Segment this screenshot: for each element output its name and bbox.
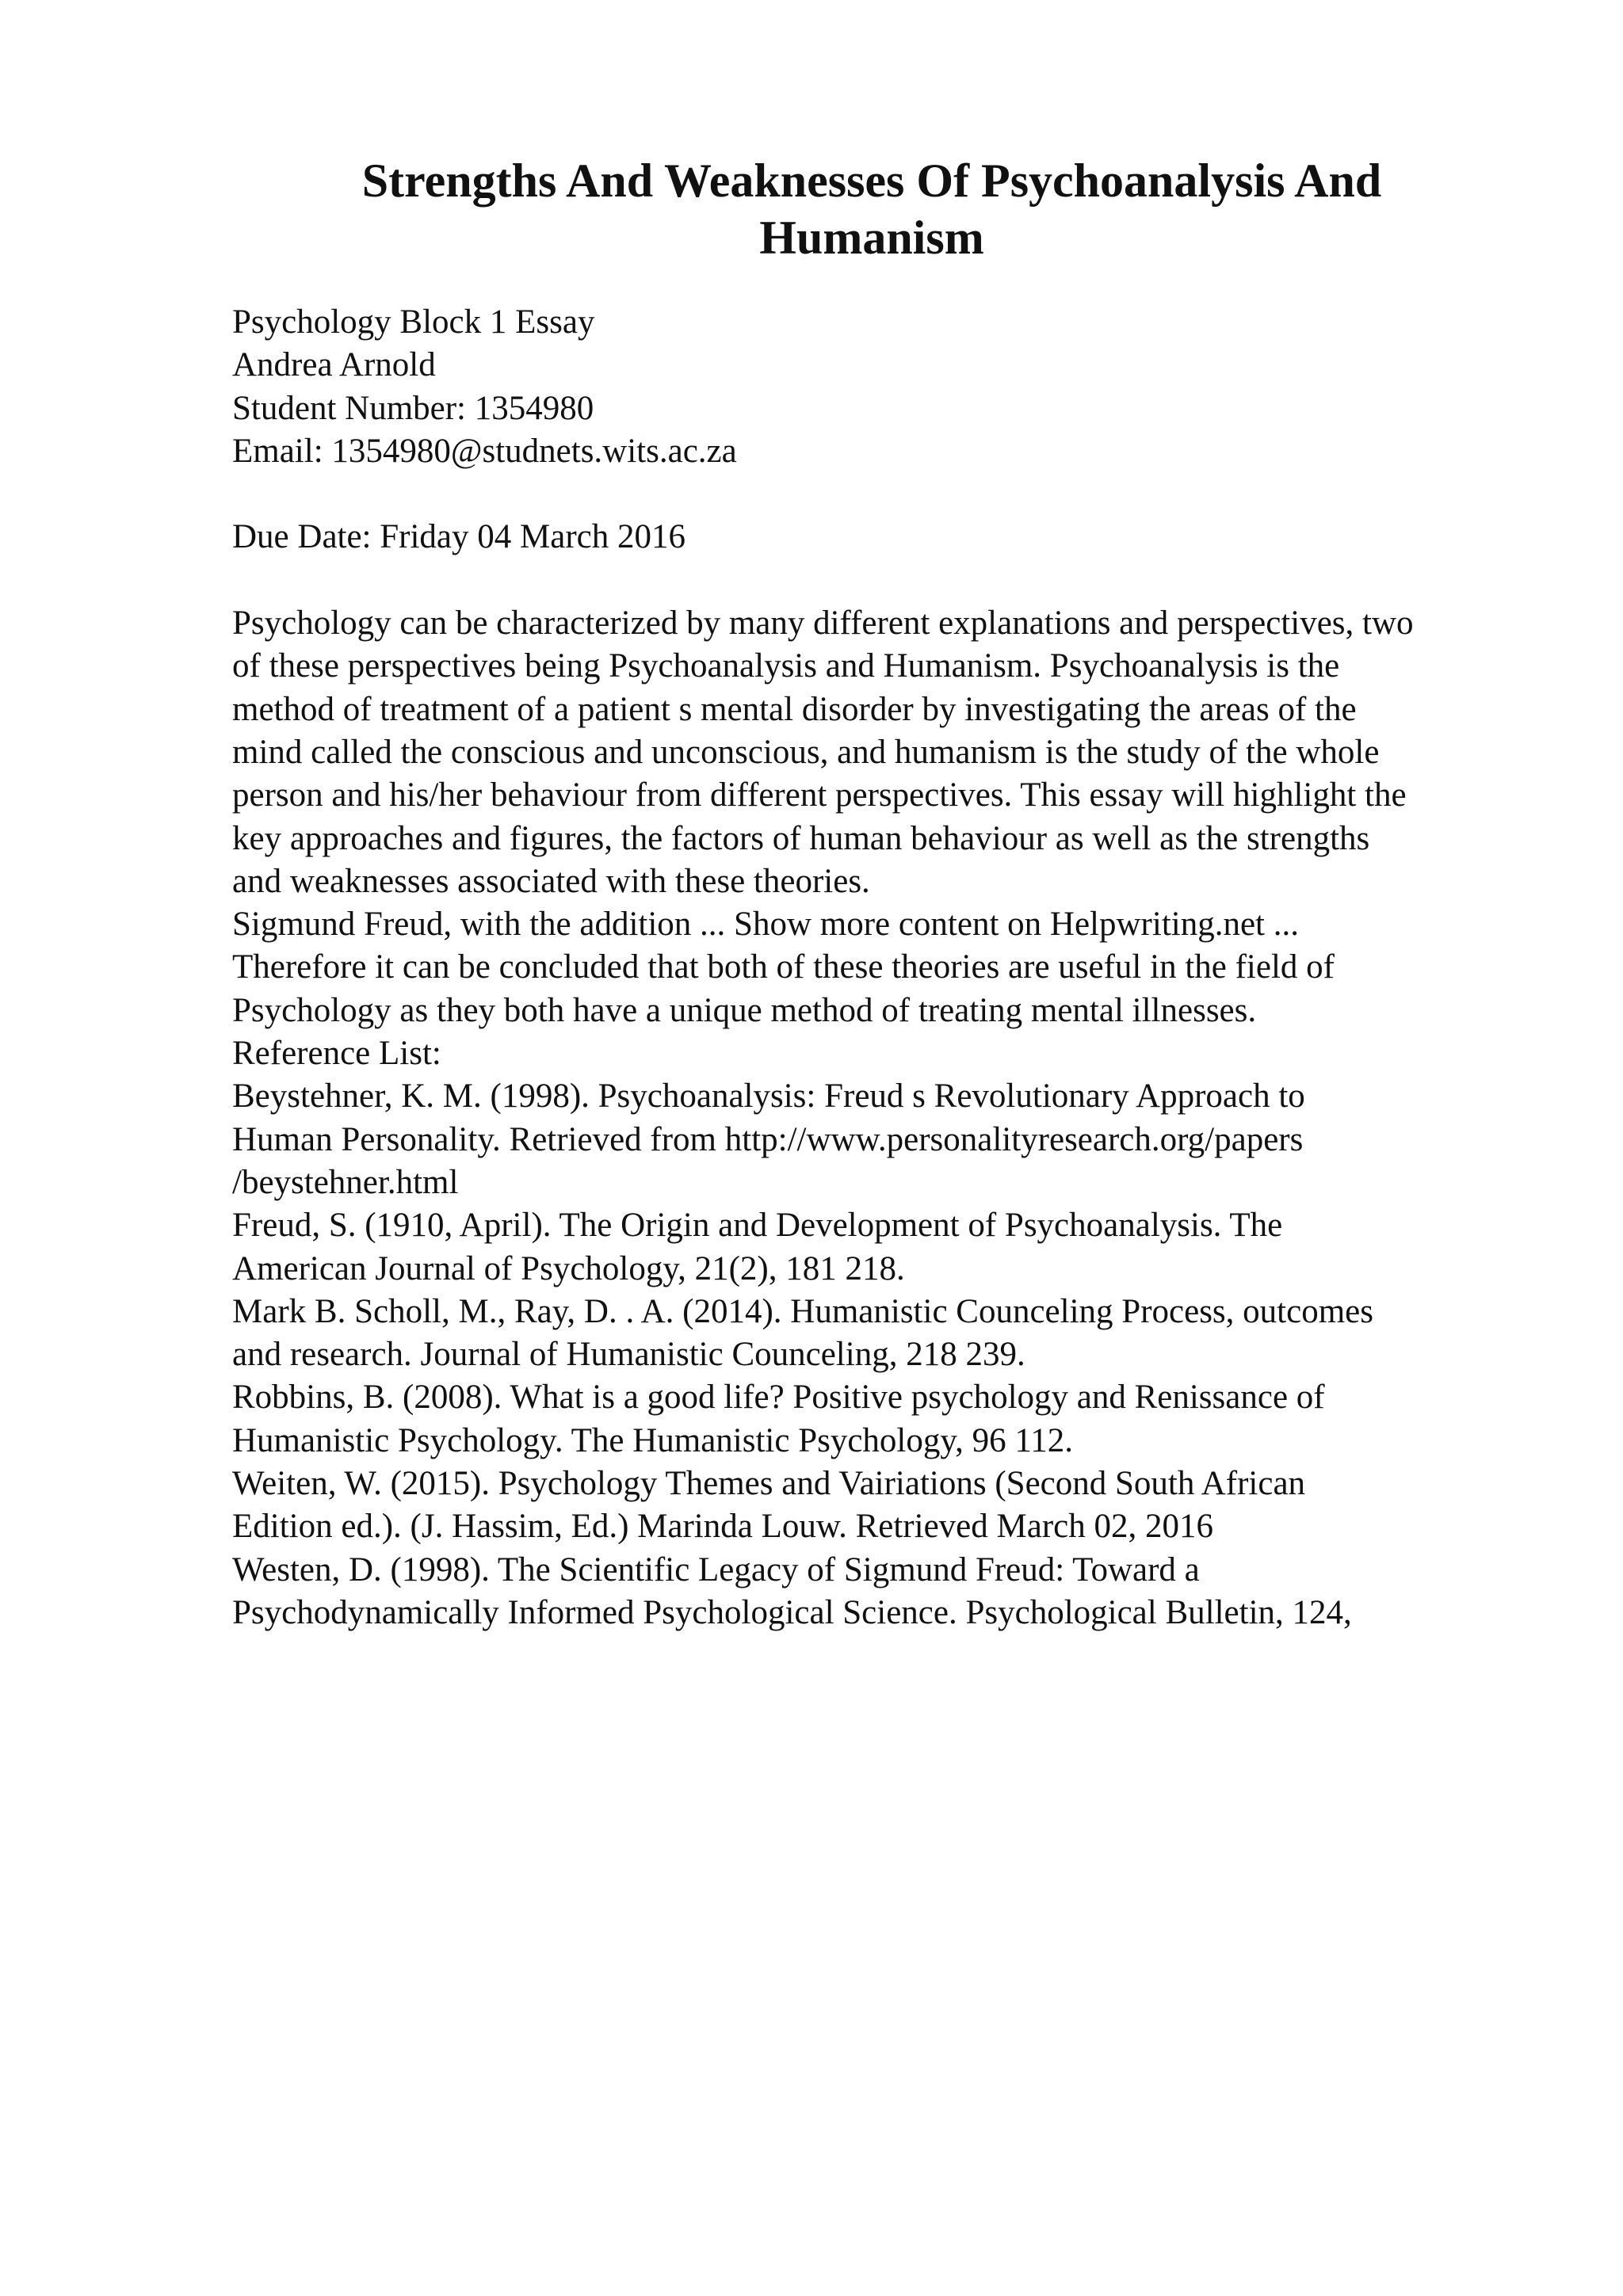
paragraph-line: Sigmund Freud, with the addition ... Show more content on Helpwriting.net ... bbox=[232, 906, 1299, 944]
paragraph-line: and weaknesses associated with these theories. bbox=[232, 862, 870, 900]
reference-line: Westen, D. (1998). The Scientific Legacy of Sigmund Freud: Toward a bbox=[232, 1550, 1200, 1589]
reference-line: Beystehner, K. M. (1998). Psychoanalysis: Freud s Revolutionary Approach to bbox=[232, 1077, 1305, 1116]
paragraph-line: Psychology can be characterized by many different explanations and perspectives, two bbox=[232, 605, 1414, 643]
paragraph-line: of these perspectives being Psychoanalysis and Humanism. Psychoanalysis is the bbox=[232, 647, 1340, 685]
email-line: Email: 1354980@studnets.wits.ac.za bbox=[232, 432, 737, 470]
course-line: Psychology Block 1 Essay bbox=[232, 303, 595, 341]
reference-line: American Journal of Psychology, 21(2), 181 218. bbox=[232, 1249, 905, 1287]
reference-list bbox=[232, 1075, 1532, 1634]
reference-line: Human Personality. Retrieved from http://www.personalityresearch.org/papers bbox=[232, 1120, 1304, 1158]
reference-heading: Reference List: bbox=[232, 1035, 441, 1073]
author-name: Andrea Arnold bbox=[232, 346, 436, 384]
reference-line: Edition ed.). (J. Hassim, Ed.) Marinda Louw. Retrieved March 02, 2016 bbox=[232, 1508, 1213, 1546]
spacer bbox=[232, 473, 1532, 516]
reference-line: Robbins, B. (2008). What is a good life? Positive psychology and Renissance of bbox=[232, 1379, 1325, 1417]
author-block bbox=[232, 301, 1532, 473]
reference-line: Weiten, W. (2015). Psychology Themes and Vairiations (Second South African bbox=[232, 1465, 1306, 1503]
reference-line: Mark B. Scholl, M., Ray, D. . A. (2014). Humanistic Counceling Process, outcomes bbox=[232, 1292, 1373, 1330]
student-number: Student Number: 1354980 bbox=[232, 389, 594, 427]
document-body bbox=[232, 301, 1532, 1634]
spacer bbox=[232, 559, 1532, 602]
due-date: Due Date: Friday 04 March 2016 bbox=[232, 518, 685, 556]
reference-line: Psychodynamically Informed Psychological Science. Psychological Bulletin, 124, bbox=[232, 1593, 1352, 1631]
reference-line: /beystehner.html bbox=[232, 1163, 459, 1201]
paragraph-line: mind called the conscious and unconscious, and humanism is the study of the whole bbox=[232, 733, 1380, 771]
reference-line: Freud, S. (1910, April). The Origin and Development of Psychoanalysis. The bbox=[232, 1207, 1283, 1245]
paragraph-line: person and his/her behaviour from different perspectives. This essay will highlight the bbox=[232, 776, 1407, 814]
paragraph-line: method of treatment of a patient s mental disorder by investigating the areas of the bbox=[232, 690, 1357, 728]
reference-line: Humanistic Psychology. The Humanistic Psychology, 96 112. bbox=[232, 1421, 1073, 1459]
document-title: Strengths And Weaknesses Of Psychoanalysis And Humanism bbox=[361, 154, 1382, 264]
paragraph-line: Psychology as they both have a unique method of treating mental illnesses. bbox=[232, 991, 1257, 1029]
essay-paragraph bbox=[232, 602, 1532, 1032]
reference-line: and research. Journal of Humanistic Counceling, 218 239. bbox=[232, 1336, 1025, 1374]
paragraph-line: key approaches and figures, the factors of human behaviour as well as the strengths bbox=[232, 819, 1370, 857]
paragraph-line: Therefore it can be concluded that both of these theories are useful in the field of bbox=[232, 948, 1335, 986]
